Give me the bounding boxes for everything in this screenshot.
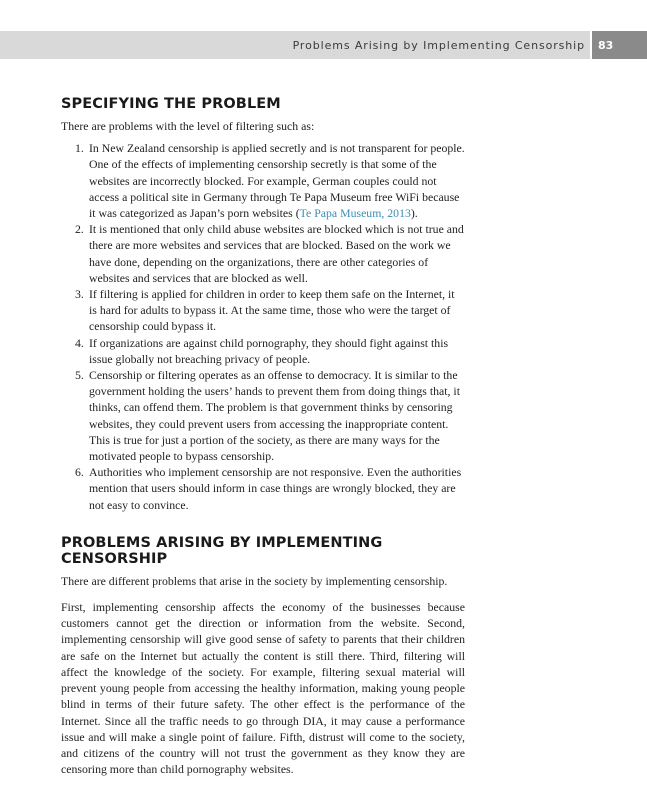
list-item-number: 5. (75, 368, 84, 383)
list-item-number: 3. (75, 287, 84, 302)
list-item-number: 4. (75, 335, 84, 350)
list-item (61, 367, 465, 464)
list-item (61, 221, 465, 286)
list-item-number: 1. (75, 141, 84, 156)
list-item (61, 140, 465, 221)
list-item-number: 2. (75, 222, 84, 237)
page-content (61, 96, 465, 777)
list-item-text: Censorship or filtering operates as an offense to democracy. It is similar to the government holding the users’ hands to prevent them from doing things that, it thinks, can offend them. The problem is that government thinks by censoring websites, they could prevent users from accessing the inappropriate content. This is true for just a portion of the society, as there are many ways for the motivated people to bypass censorship. (89, 368, 460, 464)
list-item-text: If filtering is applied for children in order to keep them safe on the Internet, it is hard for adults to bypass it. At the same time, those who were the target of censorship could bypass it. (89, 287, 455, 334)
section1-intro: There are problems with the level of filtering such as: (61, 119, 315, 133)
list-item (61, 335, 465, 367)
page-number: 83 (598, 39, 614, 52)
section2 (61, 535, 465, 777)
list-item (61, 464, 465, 513)
section-heading-problems-arising: PROBLEMS ARISING BY IMPLEMENTING CENSORSHIP (61, 534, 383, 567)
list-item (61, 286, 465, 335)
list-item-number: 6. (75, 465, 84, 480)
list-item-text: Authorities who implement censorship are not responsive. Even the authorities mention that users should inform in case things are wrongly blocked, they are not easy to convince. (89, 465, 462, 512)
problem-list (61, 140, 465, 513)
section-heading-specifying-problem: SPECIFYING THE PROBLEM (61, 96, 281, 112)
section2-body: First, implementing censorship affects the economy of the businesses because customers cannot get the direction or information from the website. Second, implementing censorship will give good sense of safety to parents that their children are safe on the Internet but actually the content is still there. Third, filtering will affect the knowledge of the society. For example, filtering sexual material will prevent young people from accessing the healthy information, making young people blind in terms of their future safety. The other effect is the performance of the Internet. Since all the traffic needs to go through DIA, it may cause a performance issue and will make a single point of failure. Fifth, distrust will come to the society, and citizens of the country will not trust the government as they know they are censoring more than child pornography websites. (61, 600, 465, 777)
citation-link[interactable]: Te Papa Museum, 2013 (299, 206, 411, 221)
running-header-title: Problems Arising by Implementing Censorship (292, 39, 585, 52)
list-item-text: If organizations are against child pornography, they should fight against this issue globally not breaching privacy of people. (89, 335, 449, 366)
section2-intro: There are different problems that arise in the society by implementing censorship. (61, 573, 448, 588)
list-item-text: In New Zealand censorship is applied secretly and is not transparent for people. One of the effects of implementing censorship secretly is that some of the websites are incorrectly blocked. For example, German couples could not access a political site in Germany through Te Papa Museum free WiFi because it was categorized as Japan’s porn websites ( (89, 141, 465, 221)
list-item-text: It is mentioned that only child abuse websites are blocked which is not true and there are more websites and services that are blocked. Based on the work we have done, depending on the organizations, there are other categories of websites and services that are blocked as well. (89, 222, 464, 285)
list-item-text-end: ). (410, 206, 418, 221)
